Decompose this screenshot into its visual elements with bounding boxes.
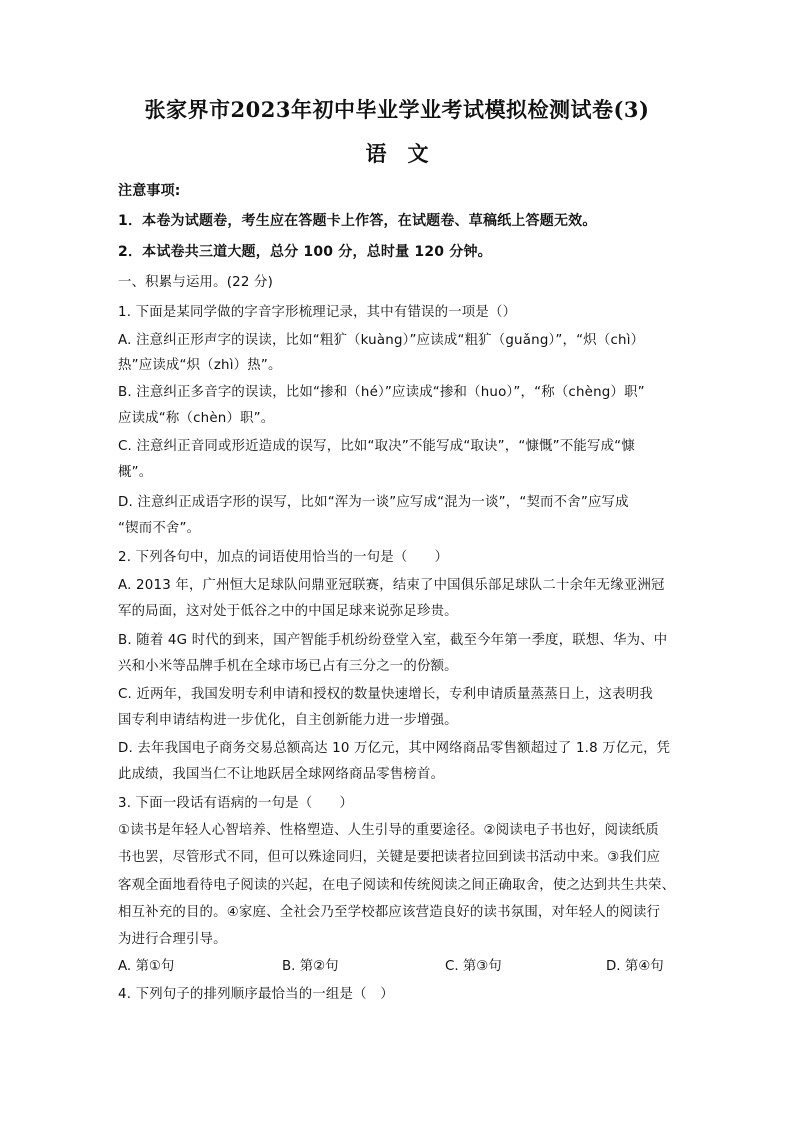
question-2-option-d: D. 去年我国电子商务交易总额高达 10 万亿元，其中网络商品零售额超过了 1.8 万亿元，凭 [118, 741, 671, 756]
question-1-option-b: B. 注意纠正多音字的误读，比如“掺和（hé）”应读成“掺和（huo）”，“称（chèng）职” [118, 385, 645, 400]
question-2-option-b-cont: 兴和小米等品牌手机在全球市场已占有三分之一的份额。 [118, 659, 458, 674]
question-2-option-a: A. 2013 年，广州恒大足球队问鼎亚冠联赛，结束了中国俱乐部足球队二十余年无缘亚洲冠 [118, 578, 665, 593]
question-1-option-b-cont: 应读成“称（chèn）职”。 [118, 411, 275, 426]
question-3-passage-line: 书也罢，尽管形式不同，但可以殊途同归，关键是要把读者拉回到读书活动中来。③我们应 [118, 850, 661, 865]
question-3-option-d: D. 第④句 [606, 959, 664, 974]
question-1-option-a: A. 注意纠正形声字的误读，比如“粗犷（kuàng）”应读成“粗犷（guǎng）”，“炽（chì） [118, 333, 645, 348]
notice-item-2: 2．本试卷共三道大题，总分 100 分，总时量 120 分钟。 [118, 244, 492, 260]
question-3-option-a: A. 第①句 [118, 959, 175, 974]
section-heading: 一、积累与运用。(22 分) [118, 275, 274, 290]
question-2-option-c: C. 近两年，我国发明专利申请和授权的数量快速增长，专利申请质量蒸蒸日上，这表明我 [118, 687, 653, 702]
question-1-option-d: D. 注意纠正成语字形的误写，比如“浑为一谈”应写成“混为一谈”，“契而不舍”应写成 [118, 495, 629, 510]
subject-title: 语 文 [365, 141, 429, 166]
question-2-option-b: B. 随着 4G 时代的到来，国产智能手机纷纷登堂入室，截至今年第一季度，联想、华为、中 [118, 633, 668, 648]
question-1-option-a-cont: 热”应读成“炽（zhì）热”。 [118, 358, 282, 373]
question-1-option-c: C. 注意纠正音同或形近造成的误写，比如“取决”不能写成“取诀”，“慷慨”不能写成“慷 [118, 439, 635, 454]
question-3-passage-line: 为进行合理引导。 [118, 932, 227, 947]
notice-item-1: 1．本卷为试题卷，考生应在答题卡上作答，在试题卷、草稿纸上答题无效。 [118, 213, 597, 229]
question-2-stem: 2. 下列各句中，加点的词语使用恰当的一句是（ ） [118, 550, 449, 565]
question-1-option-d-cont: “锲而不舍”。 [118, 521, 201, 536]
question-1-stem: 1. 下面是某同学做的字音字形梳理记录，其中有错误的一项是（） [118, 305, 517, 320]
question-3-passage-line: 客观全面地看待电子阅读的兴起，在电子阅读和传统阅读之间正确取舍，使之达到共生共荣、 [118, 878, 676, 893]
page-title: 张家界市2023年初中毕业学业考试模拟检测试卷(3) [144, 97, 650, 122]
question-2-option-a-cont: 军的局面，这对处于低谷之中的中国足球来说弥足珍贵。 [118, 604, 458, 619]
question-2-option-d-cont: 此成绩，我国当仁不让地跃居全球网络商品零售榜首。 [118, 767, 445, 782]
question-3-stem: 3. 下面一段话有语病的一句是（ ） [118, 796, 354, 811]
question-4-stem: 4. 下列句子的排列顺序最恰当的一组是（ ） [118, 987, 394, 1002]
question-2-option-c-cont: 国专利申请结构进一步优化，自主创新能力进一步增强。 [118, 713, 458, 728]
question-3-passage-line: ①读书是年轻人心智培养、性格塑造、人生引导的重要途径。②阅读电子书也好，阅读纸质 [118, 823, 659, 838]
question-3-passage-line: 相互补充的目的。④家庭、全社会乃至学校都应该营造良好的读书氛围，对年轻人的阅读行 [118, 905, 661, 920]
question-3-option-b: B. 第②句 [282, 959, 339, 974]
notice-heading: 注意事项: [118, 183, 181, 199]
question-3-option-c: C. 第③句 [445, 959, 502, 974]
question-1-option-c-cont: 概”。 [118, 465, 153, 480]
